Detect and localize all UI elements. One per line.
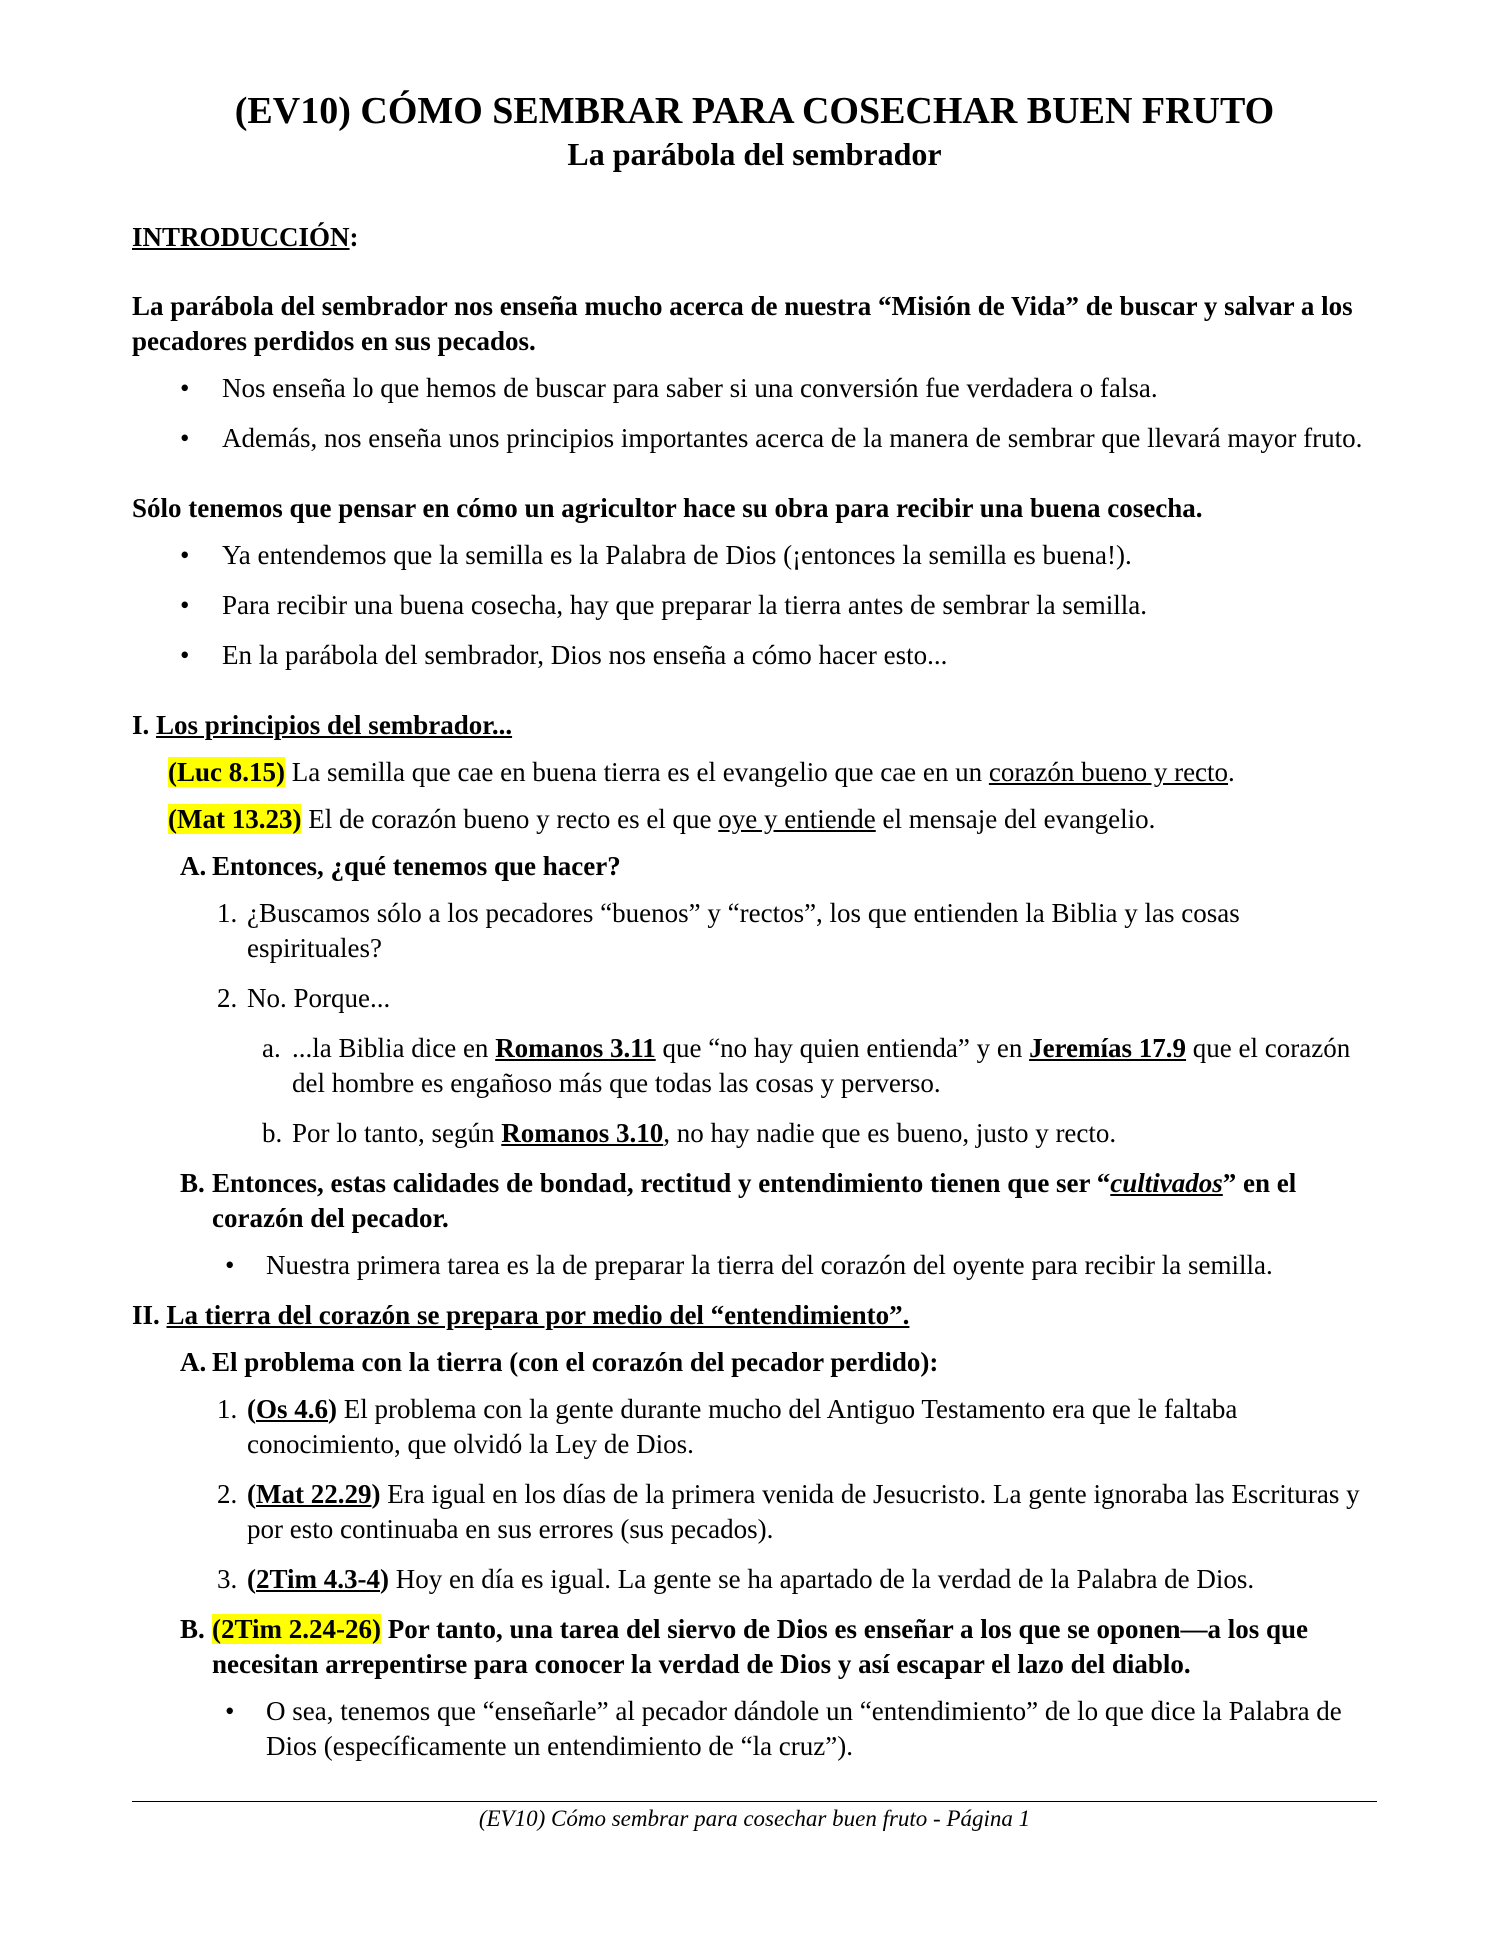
- verse-underlined: corazón bueno y recto: [988, 757, 1229, 787]
- list-item: [132, 1248, 1377, 1283]
- point-marker: A.: [180, 851, 207, 881]
- section-2-heading: [132, 1298, 1377, 1333]
- point-text: ” en el corazón del pecador.: [212, 1168, 1297, 1233]
- document-subtitle: La parábola del sembrador: [567, 136, 942, 172]
- scripture-ref-os-4-6: Os 4.6: [256, 1394, 329, 1424]
- scripture-ref-2tim-2-24-26: (2Tim 2.24-26): [212, 1614, 381, 1644]
- subitem-marker: a.: [262, 1033, 281, 1063]
- section-1-numeral: I.: [132, 710, 150, 740]
- intro-paragraph-2: Sólo tenemos que pensar en cómo un agricultor hace su obra para recibir una buena cosecha.: [132, 493, 1203, 523]
- item-number: 3.: [217, 1564, 238, 1594]
- list-item: [132, 638, 1377, 673]
- bullet-icon: •: [180, 540, 190, 570]
- paren-open: (: [247, 1564, 256, 1594]
- item-number: 1.: [217, 1394, 238, 1424]
- intro-bullets-2: [132, 538, 1377, 673]
- intro-heading-colon: :: [349, 222, 359, 252]
- list-item: [132, 1694, 1377, 1764]
- point-text: Por tanto, una tarea del siervo de Dios es enseñar a los que se oponen—a los que necesitan arrepentirse para conocer la verdad de Dios y así escapar el lazo del diablo.: [212, 1614, 1309, 1679]
- point-heading: Entonces, ¿qué tenemos que hacer?: [212, 851, 621, 881]
- subitem-text: que “no hay quien entienda” y en: [655, 1033, 1030, 1063]
- bullet-icon: •: [225, 1696, 235, 1726]
- item-number: 1.: [217, 898, 238, 928]
- footer-divider: [132, 1801, 1377, 1802]
- list-item-text: Nos enseña lo que hemos de buscar para saber si una conversión fue verdadera o falsa.: [222, 373, 1158, 403]
- verse-text: El de corazón bueno y recto es el que: [301, 804, 719, 834]
- paren-open: (: [247, 1394, 256, 1424]
- section-1-verse-luc: [132, 755, 1377, 790]
- document-title: (EV10) CÓMO SEMBRAR PARA COSECHAR BUEN FRUTO: [234, 90, 1275, 132]
- section-1-point-a: [132, 849, 1377, 884]
- paren-close: ): [371, 1479, 381, 1509]
- subitem-marker: b.: [262, 1118, 283, 1148]
- section-1-verse-mat: [132, 802, 1377, 837]
- list-item: [132, 588, 1377, 623]
- section-1-item-1: [132, 896, 1377, 966]
- section-1-item-2: [132, 981, 1377, 1016]
- page-footer: (EV10) Cómo sembrar para cosechar buen fruto - Página 1: [478, 1806, 1031, 1831]
- paren-close: ): [328, 1394, 338, 1424]
- scripture-ref-luc-8-15: (Luc 8.15): [168, 757, 285, 787]
- section-1-heading: [132, 708, 1377, 743]
- list-item-text: Ya entendemos que la semilla es la Palabra de Dios (¡entonces la semilla es buena!).: [222, 540, 1132, 570]
- list-item-text: En la parábola del sembrador, Dios nos enseña a cómo hacer esto...: [222, 640, 948, 670]
- verse-text-end: .: [1228, 757, 1235, 787]
- list-item: [132, 538, 1377, 573]
- item-number: 2.: [217, 1479, 238, 1509]
- intro-bullets-1: [132, 371, 1377, 456]
- section-2-numeral: II.: [132, 1300, 160, 1330]
- list-item: [132, 421, 1377, 456]
- bullet-icon: •: [180, 590, 190, 620]
- section-1-point-b: [132, 1166, 1377, 1236]
- scripture-ref-2tim-4-3-4: 2Tim 4.3-4: [256, 1564, 381, 1594]
- point-marker: B.: [180, 1614, 205, 1644]
- subitem-text: , no hay nadie que es bueno, justo y recto.: [663, 1118, 1117, 1148]
- section-2-item-1: [132, 1392, 1377, 1462]
- scripture-ref-jeremias-17-9: Jeremías 17.9: [1029, 1033, 1187, 1063]
- scripture-ref-mat-13-23: (Mat 13.23): [168, 804, 302, 834]
- item-text: No. Porque...: [247, 983, 391, 1013]
- scripture-ref-romanos-3-10: Romanos 3.10: [501, 1118, 664, 1148]
- document-page: [132, 88, 1377, 1779]
- item-text: El problema con la gente durante mucho del Antiguo Testamento era que le faltaba conocimiento, que olvidó la Ley de Dios.: [247, 1394, 1238, 1459]
- subitem-text: que el corazón del hombre es engañoso más que todas las cosas y perverso.: [292, 1033, 1351, 1098]
- list-item-text: O sea, tenemos que “enseñarle” al pecador dándole un “entendimiento” de lo que dice la Palabra de Dios (específicamente un entendimiento de “la cruz”).: [266, 1696, 1342, 1761]
- paren-close: ): [380, 1564, 390, 1594]
- list-item: [132, 371, 1377, 406]
- subitem-text: Por lo tanto, según: [292, 1118, 502, 1148]
- list-item-text: Nuestra primera tarea es la de preparar la tierra del corazón del oyente para recibir la semilla.: [266, 1250, 1273, 1280]
- list-item-text: Para recibir una buena cosecha, hay que preparar la tierra antes de sembrar la semilla.: [222, 590, 1148, 620]
- item-text: ¿Buscamos sólo a los pecadores “buenos” y “rectos”, los que entienden la Biblia y las cosas espirituales?: [247, 898, 1240, 963]
- bullet-icon: •: [180, 640, 190, 670]
- section-2-point-a: [132, 1345, 1377, 1380]
- section-2-point-b: [132, 1612, 1377, 1682]
- point-emphasis: cultivados: [1110, 1168, 1223, 1198]
- verse-text-end: el mensaje del evangelio.: [875, 804, 1156, 834]
- section-2-item-2: [132, 1477, 1377, 1547]
- section-1-title: Los principios del sembrador...: [156, 710, 513, 740]
- bullet-icon: •: [180, 423, 190, 453]
- verse-underlined: oye y entiende: [718, 804, 876, 834]
- section-1-subitem-a: [132, 1031, 1377, 1101]
- section-2-point-b-bullets: [132, 1694, 1377, 1764]
- point-marker: B.: [180, 1168, 205, 1198]
- point-text: Entonces, estas calidades de bondad, rectitud y entendimiento tienen que ser “: [212, 1168, 1111, 1198]
- bullet-icon: •: [225, 1250, 235, 1280]
- section-2-item-3: [132, 1562, 1377, 1597]
- scripture-ref-romanos-3-11: Romanos 3.11: [495, 1033, 656, 1063]
- intro-heading: [132, 220, 1377, 255]
- bullet-icon: •: [180, 373, 190, 403]
- intro-paragraph-1: La parábola del sembrador nos enseña mucho acerca de nuestra “Misión de Vida” de buscar y salvar a los pecadores perdidos en sus pecados.: [132, 291, 1353, 356]
- section-2-title: La tierra del corazón se prepara por medio del “entendimiento”.: [166, 1300, 910, 1330]
- point-heading: El problema con la tierra (con el corazón del pecador perdido):: [212, 1347, 939, 1377]
- point-marker: A.: [180, 1347, 207, 1377]
- item-text: Era igual en los días de la primera venida de Jesucristo. La gente ignoraba las Escrituras y por esto continuaba en sus errores (sus pecados).: [247, 1479, 1360, 1544]
- subitem-text: ...la Biblia dice en: [292, 1033, 496, 1063]
- paren-open: (: [247, 1479, 256, 1509]
- section-1-subitem-b: [132, 1116, 1377, 1151]
- intro-heading-text: INTRODUCCIÓN: [132, 222, 350, 252]
- verse-text: La semilla que cae en buena tierra es el evangelio que cae en un: [285, 757, 989, 787]
- scripture-ref-mat-22-29: Mat 22.29: [256, 1479, 372, 1509]
- item-text: Hoy en día es igual. La gente se ha apartado de la verdad de la Palabra de Dios.: [389, 1564, 1255, 1594]
- item-number: 2.: [217, 983, 238, 1013]
- list-item-text: Además, nos enseña unos principios importantes acerca de la manera de sembrar que llevará mayor fruto.: [222, 423, 1363, 453]
- section-1-point-b-bullets: [132, 1248, 1377, 1283]
